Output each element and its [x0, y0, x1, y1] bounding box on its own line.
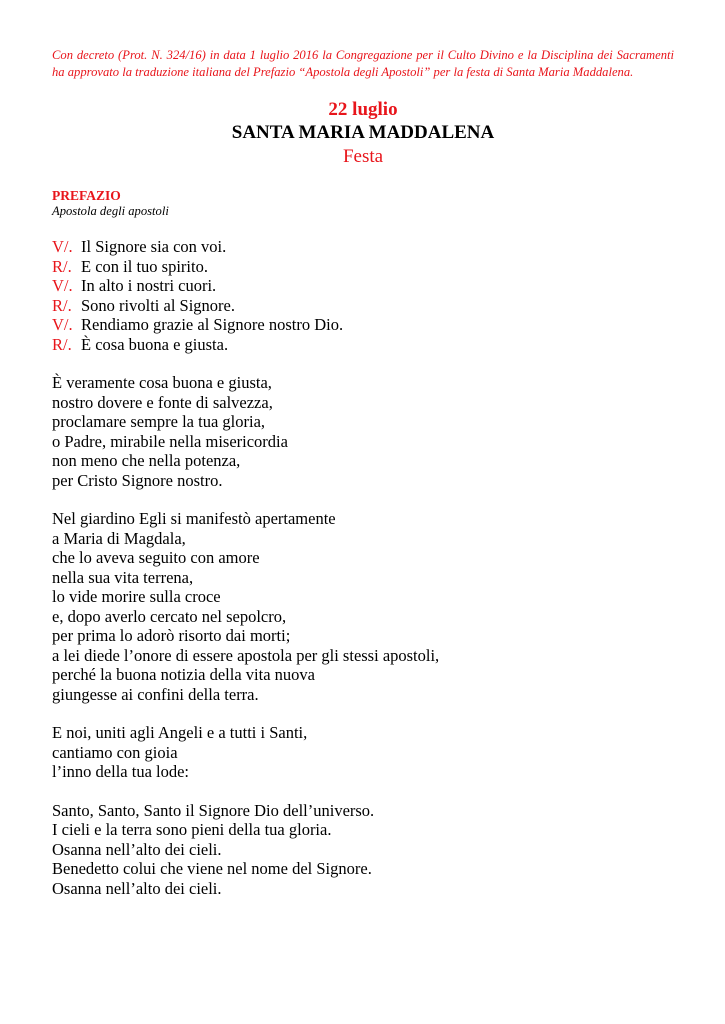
dialogue-text: In alto i nostri cuori.: [81, 276, 217, 295]
dialogue-line: [52, 335, 674, 355]
stanza-line: perché la buona notizia della vita nuova: [52, 665, 315, 684]
dialogue: [52, 237, 674, 354]
stanza-sanctus: [52, 801, 674, 899]
response-marker: R/.: [52, 256, 72, 276]
stanza-line: cantiamo con gioia: [52, 742, 178, 762]
stanza-line: che lo aveva seguito con amore: [52, 548, 260, 567]
versicle-marker: V/.: [52, 276, 73, 295]
stanza-preface-conclusion: [52, 723, 674, 782]
stanza-line: per Cristo Signore nostro.: [52, 470, 223, 490]
dialogue-line: [52, 237, 674, 257]
dialogue-text: Sono rivolti al Signore.: [81, 295, 235, 315]
stanza-line: nella sua vita terrena,: [52, 567, 194, 587]
title-block: [52, 99, 674, 169]
stanza-line: Santo, Santo, Santo il Signore Dio dell’universo.: [52, 800, 375, 820]
stanza-line: I cieli e la terra sono pieni della tua gloria.: [52, 820, 332, 839]
response-marker: R/.: [52, 295, 72, 315]
stanza-preface-opening: [52, 373, 674, 490]
dialogue-line: [52, 257, 674, 277]
stanza-line: Benedetto colui che viene nel nome del Signore.: [52, 859, 372, 878]
stanza-line: proclamare sempre la tua gloria,: [52, 412, 266, 431]
stanza-line: E noi, uniti agli Angeli e a tutti i Santi,: [52, 723, 308, 742]
stanza-line: e, dopo averlo cercato nel sepolcro,: [52, 606, 287, 626]
feast-title: SANTA MARIA MADDALENA: [231, 122, 495, 143]
stanza-preface-body: [52, 509, 674, 704]
document-page: [52, 47, 674, 898]
feast-rank: Festa: [342, 146, 384, 167]
dialogue-text: Rendiamo grazie al Signore nostro Dio.: [81, 315, 344, 334]
decree-note: Con decreto (Prot. N. 324/16) in data 1 luglio 2016 la Congregazione per il Culto Divino e la Disciplina dei Sacramenti ha approvato la traduzione italiana del Prefazio “Apostola degli Apostoli” per la festa di Santa Maria Maddalena.: [52, 48, 674, 79]
stanza-line: a lei diede l’onore di essere apostola per gli stessi apostoli,: [52, 645, 440, 665]
stanza-line: È veramente cosa buona e giusta,: [52, 373, 272, 392]
response-marker: R/.: [52, 334, 72, 354]
stanza-line: l’inno della tua lode:: [52, 762, 190, 781]
versicle-marker: V/.: [52, 237, 73, 256]
prefazio-heading: PREFAZIO: [52, 188, 121, 203]
dialogue-line: [52, 315, 674, 335]
stanza-line: Nel giardino Egli si manifestò apertamente: [52, 509, 336, 528]
stanza-line: Osanna nell’alto dei cieli.: [52, 878, 222, 898]
stanza-line: per prima lo adorò risorto dai morti;: [52, 626, 291, 645]
dialogue-text: Il Signore sia con voi.: [81, 237, 227, 256]
dialogue-line: [52, 296, 674, 316]
dialogue-line: [52, 276, 674, 296]
feast-date: 22 luglio: [328, 99, 398, 120]
prefazio-subtitle: Apostola degli apostoli: [52, 204, 169, 218]
stanza-line: o Padre, mirabile nella misericordia: [52, 431, 288, 451]
stanza-line: lo vide morire sulla croce: [52, 587, 221, 606]
stanza-line: giungesse ai confini della terra.: [52, 684, 259, 704]
stanza-line: nostro dovere e fonte di salvezza,: [52, 392, 273, 412]
dialogue-text: E con il tuo spirito.: [81, 256, 208, 276]
dialogue-text: È cosa buona e giusta.: [81, 334, 229, 354]
stanza-line: Osanna nell’alto dei cieli.: [52, 839, 222, 859]
stanza-line: non meno che nella potenza,: [52, 451, 241, 470]
stanza-line: a Maria di Magdala,: [52, 528, 186, 548]
versicle-marker: V/.: [52, 315, 73, 334]
